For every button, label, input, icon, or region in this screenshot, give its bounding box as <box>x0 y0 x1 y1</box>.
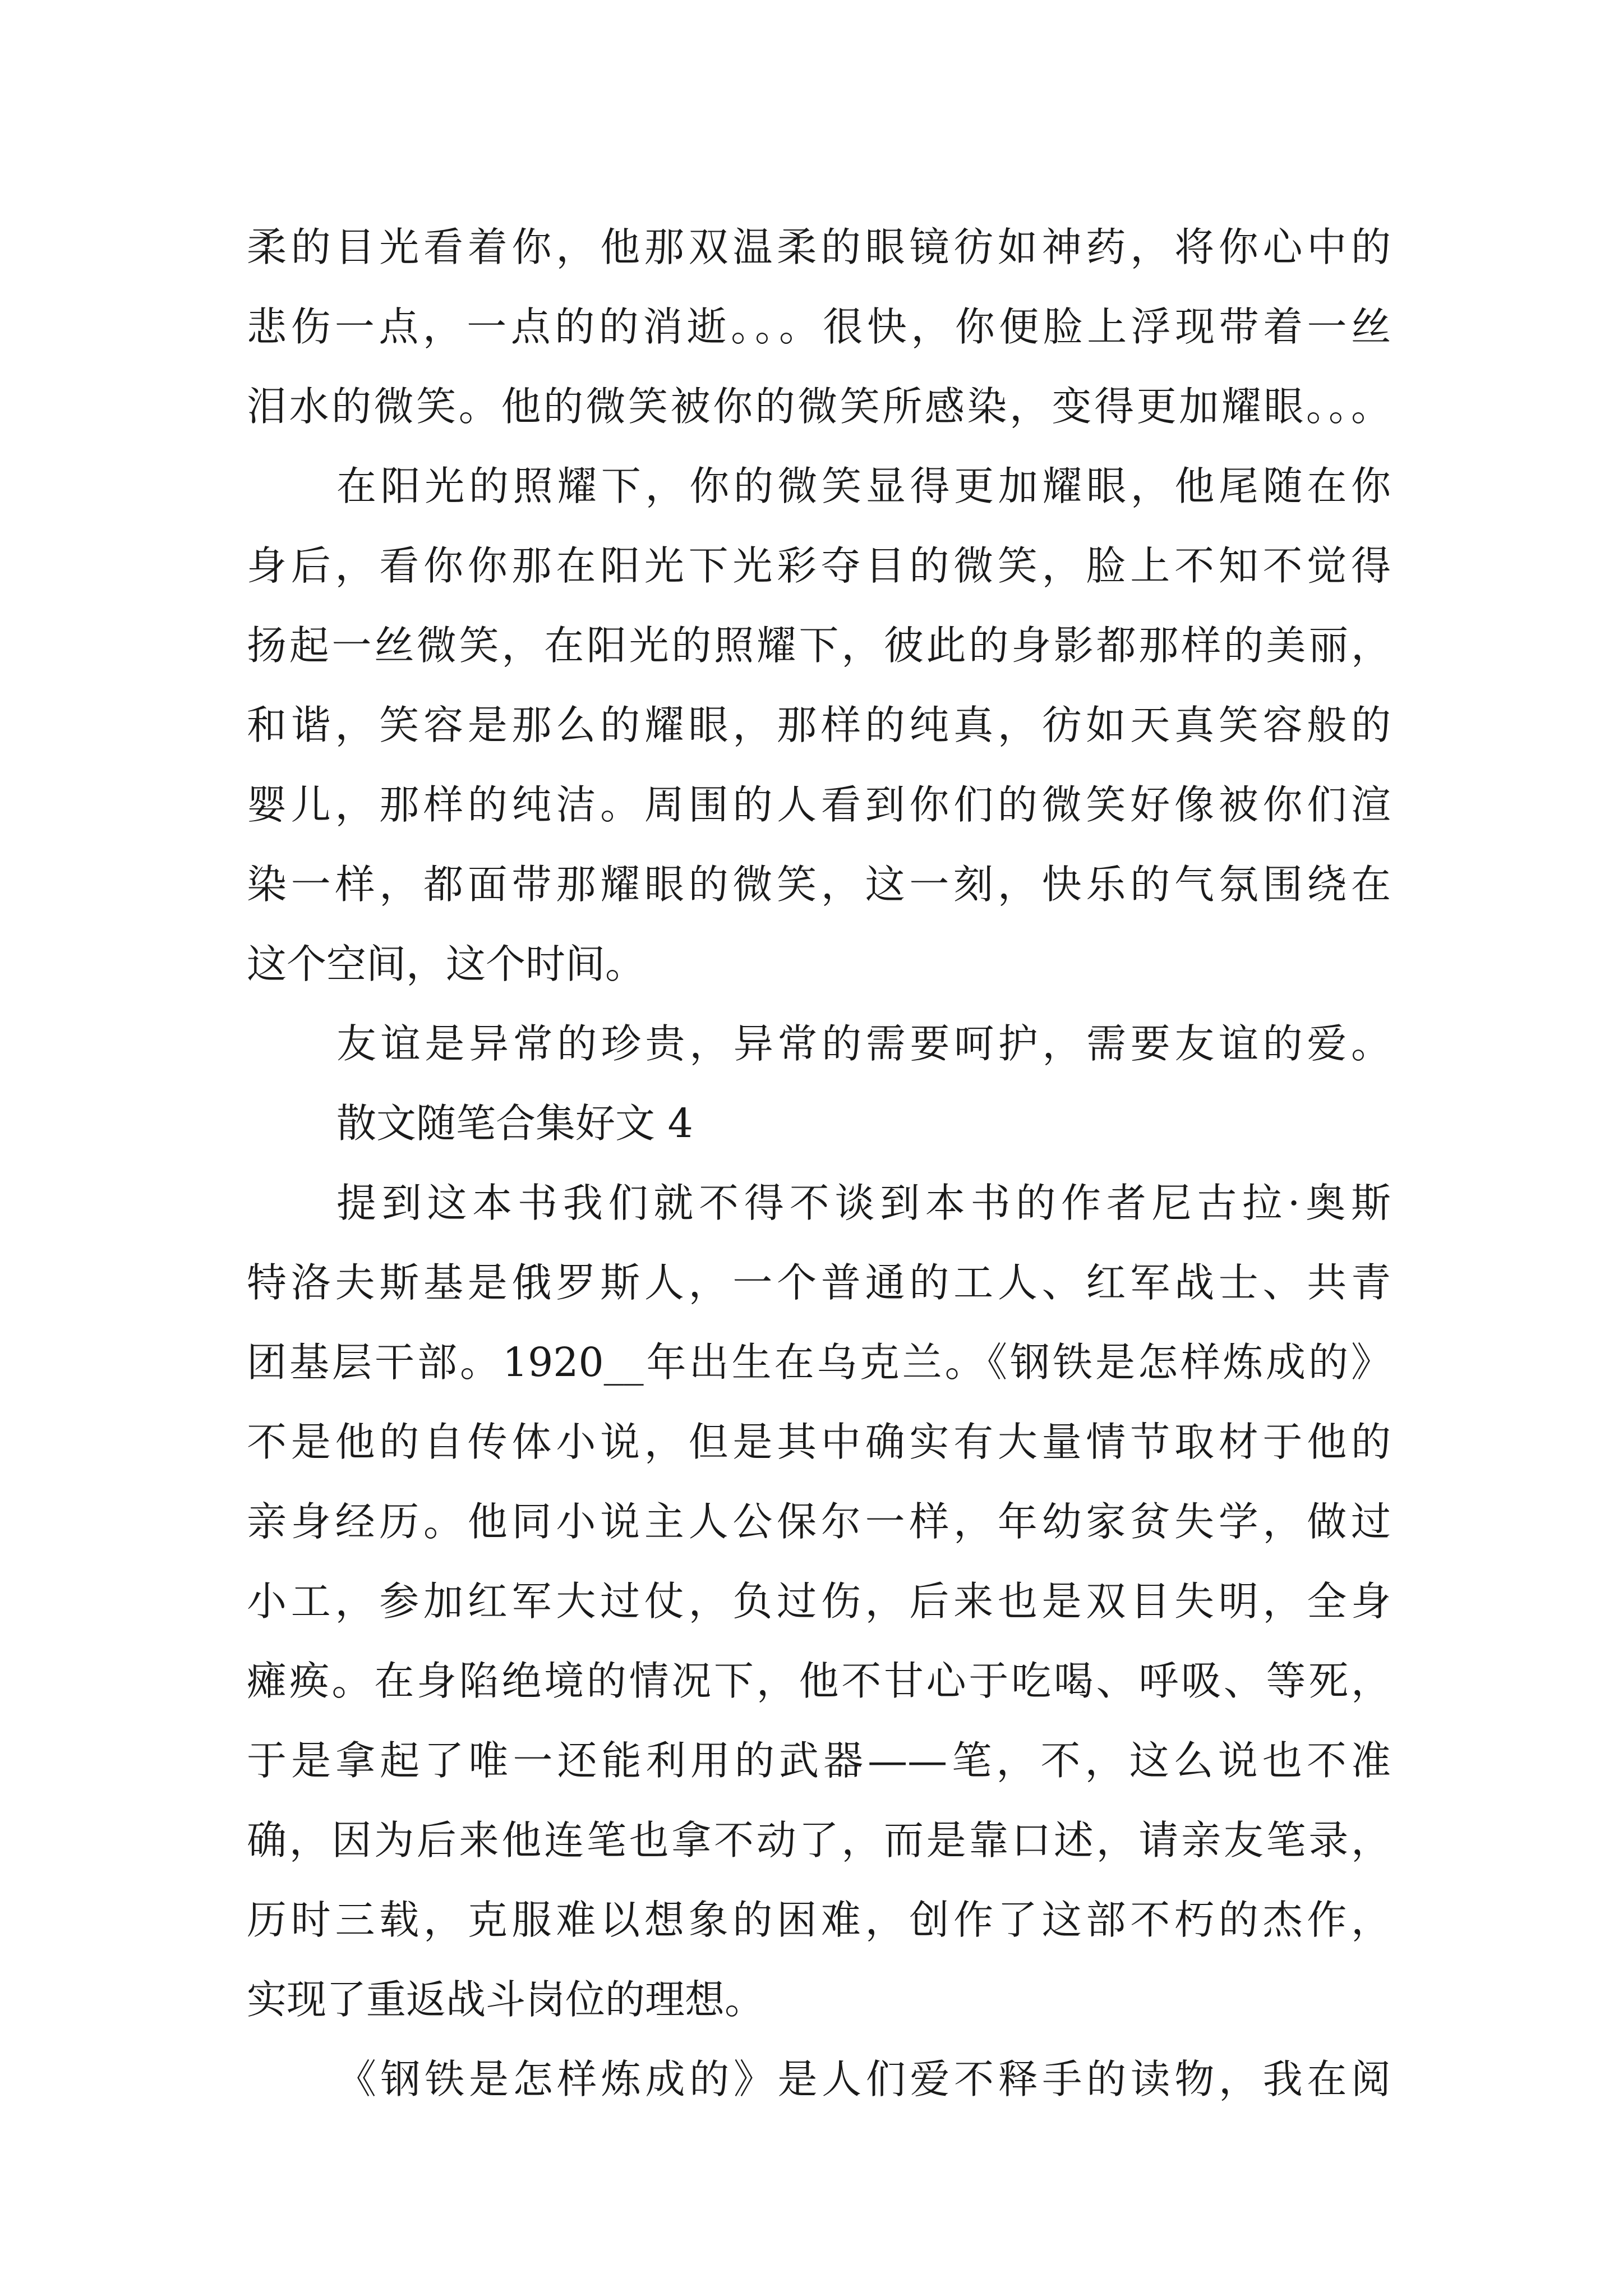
text-line: 友谊是异常的珍贵，异常的需要呵护，需要友谊的爱。 <box>336 1020 1391 1067</box>
text-line: 染一样，都面带那耀眼的微笑，这一刻，快乐的气氛围绕在 <box>247 861 1391 908</box>
text-line: 扬起一丝微笑，在阳光的照耀下，彼此的身影都那样的美丽， <box>247 622 1391 669</box>
text-line: 亲身经历。他同小说主人公保尔一样，年幼家贫失学，做过 <box>247 1498 1391 1545</box>
text-line: 身后，看你你那在阳光下光彩夺目的微笑，脸上不知不觉得 <box>247 542 1391 589</box>
paragraph <box>247 1004 1391 1084</box>
text-line: 团基层干部。1920__年出生在乌克兰。《钢铁是怎样炼成的》 <box>247 1339 1391 1386</box>
text-line: 《钢铁是怎样炼成的》是人们爱不释手的读物，我在阅 <box>336 2056 1391 2102</box>
paragraph <box>247 208 1391 447</box>
text-line: 确，因为后来他连笔也拿不动了，而是靠口述，请亲友笔录， <box>247 1817 1391 1864</box>
text-line: 悲伤一点，一点的的消逝。。。很快，你便脸上浮现带着一丝 <box>247 303 1391 350</box>
text-line: 散文随笔合集好文 4 <box>336 1100 693 1147</box>
text-line: 婴儿，那样的纯洁。周围的人看到你们的微笑好像被你们渲 <box>247 781 1391 828</box>
text-line: 提到这本书我们就不得不谈到本书的作者尼古拉·奥斯 <box>336 1180 1391 1226</box>
paragraph <box>247 447 1391 1004</box>
paragraph <box>247 2040 1391 2119</box>
paragraph <box>247 1163 1391 2040</box>
text-line: 实现了重返战斗岗位的理想。 <box>247 1976 765 2023</box>
text-line: 泪水的微笑。他的微笑被你的微笑所感染，变得更加耀眼。。。 <box>247 383 1391 430</box>
text-column <box>247 208 1391 2119</box>
text-line: 瘫痪。在身陷绝境的情况下，他不甘心于吃喝、呼吸、等死， <box>247 1658 1391 1704</box>
text-line: 于是拿起了唯一还能利用的武器——笔，不，这么说也不准 <box>247 1737 1391 1784</box>
text-line: 历时三载，克服难以想象的困难，创作了这部不朽的杰作， <box>247 1897 1391 1943</box>
text-line: 在阳光的照耀下，你的微笑显得更加耀眼，他尾随在你 <box>336 463 1391 509</box>
text-line: 特洛夫斯基是俄罗斯人，一个普通的工人、红军战士、共青 <box>247 1259 1391 1306</box>
text-line: 和谐，笑容是那么的耀眼，那样的纯真，彷如天真笑容般的 <box>247 702 1391 748</box>
text-line: 这个空间，这个时间。 <box>247 941 645 987</box>
text-line: 不是他的自传体小说，但是其中确实有大量情节取材于他的 <box>247 1419 1391 1465</box>
section-heading <box>247 1084 1391 1163</box>
text-line: 柔的目光看着你，他那双温柔的眼镜彷如神药，将你心中的 <box>247 224 1391 270</box>
text-line: 小工，参加红军大过仗，负过伤，后来也是双目失明，全身 <box>247 1578 1391 1625</box>
